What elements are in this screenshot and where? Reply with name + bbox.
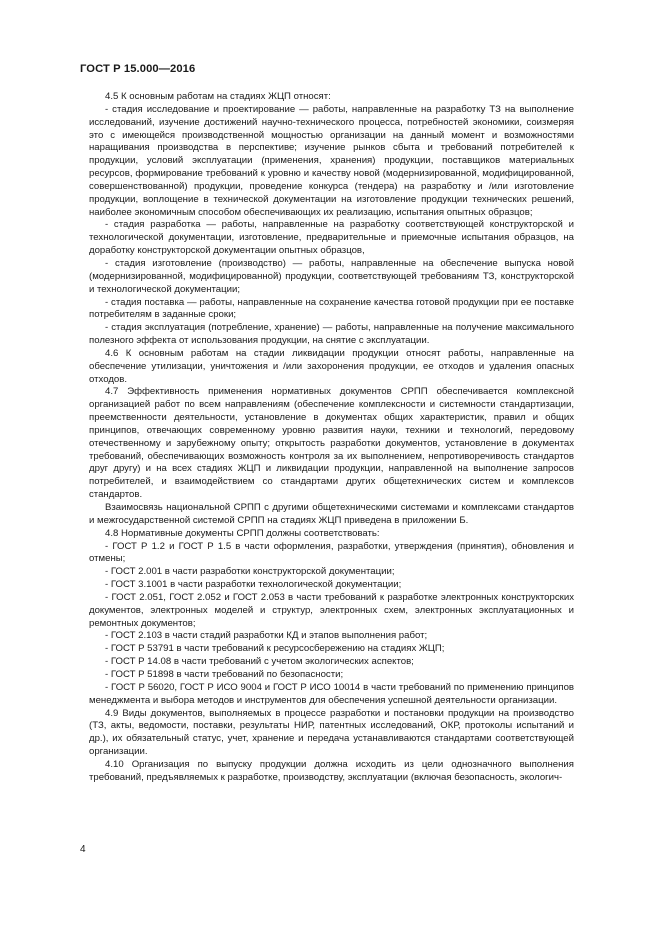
paragraph-4-8: 4.8 Нормативные документы СРПП должны соответствовать: <box>105 527 380 539</box>
list-item-gost-3-1001: - ГОСТ 3.1001 в части разработки технологической документации; <box>105 579 402 591</box>
page-number: 4 <box>80 844 86 855</box>
list-item-gost-14-08: - ГОСТ Р 14.08 в части требований с учетом экологических аспектов; <box>105 656 414 668</box>
list-item-gost-53791: - ГОСТ Р 53791 в части требований к ресурсосбережению на стадиях ЖЦП; <box>105 643 445 655</box>
list-item-gost-51898: - ГОСТ Р 51898 в части требований по безопасности; <box>105 668 344 680</box>
list-item-gost-1-2: - ГОСТ Р 1.2 и ГОСТ Р 1.5 в части оформления, разработки, утверждения (принятия), обновления и отмены; <box>89 540 574 565</box>
list-item-operation-stage: - стадия эксплуатация (потребление, хранение) — работы, направленные на получение максимального полезного эффекта от использования продукции, на снятие с эксплуатации. <box>89 322 574 347</box>
list-item-gost-2-103: - ГОСТ 2.103 в части стадий разработки КД и этапов выполнения работ; <box>105 630 428 642</box>
list-item-gost-2-001: - ГОСТ 2.001 в части разработки конструкторской документации; <box>105 566 395 578</box>
document-body <box>89 91 574 785</box>
list-item-production-stage: - стадия изготовление (производство) — работы, направленные на обеспечение выпуска новой (модернизированной, модифицированной) продукции, соответствующей требованиям ТЗ, конструкторской и технологической документации; <box>89 257 574 295</box>
document-header: ГОСТ Р 15.000—2016 <box>80 63 196 75</box>
list-item-delivery-stage: - стадия поставка — работы, направленные на сохранение качества готовой продукции при ее поставке потребителям в заданные сроки; <box>89 296 574 321</box>
list-item-gost-56020: - ГОСТ Р 56020, ГОСТ Р ИСО 9004 и ГОСТ Р ИСО 10014 в части требований по применению принципов менеджмента и выбора методов и инструментов для обеспечения успешной деятельности организации. <box>89 681 574 706</box>
paragraph-4-5: 4.5 К основным работам на стадиях ЖЦП относят: <box>105 91 331 102</box>
list-item-research-stage: - стадия исследование и проектирование — работы, направленные на разработку ТЗ на выполнение исследований, изучение достижений научно-технического процесса, потребностей экономики, соизмеряя это с имеющейся производственной мощностью организации на данный момент и возможностями наращивания производства в перспективе; изучение рынков сбыта и требований потребителей к продукции, условий эксплуатации (применения, хранения) продукции, поставщиков материальных ресурсов, формирование требований к уровню и качеству новой (модернизированной, модифицированной, совершенствованной) продукции, проведение конкурса (тендера) на разработку и /или изготовление продукции, воплощение в технической документации на изготовление продукции технических решений, наиболее экономичным способом обеспечивающих их реализацию, испытания опытных образцов; <box>89 103 574 218</box>
paragraph-4-10: 4.10 Организация по выпуску продукции должна исходить из цели однозначного выполнения требований, предъявляемых к разработке, производству, эксплуатации (включая безопасность, экологич- <box>89 758 574 783</box>
paragraph-4-9: 4.9 Виды документов, выполняемых в процессе разработки и постановки продукции на производство (ТЗ, акты, ведомости, поставки, результаты НИР, патентных исследований, ОКР, протоколы испытаний и др.), их обязательный статус, учет, хранение и передача устанавливаются стандартами соответствующей организации. <box>89 707 574 758</box>
paragraph-interrelation: Взаимосвязь национальной СРПП с другими общетехническими системами и комплексами стандартов и межгосударственной системой СРПП на стадиях ЖЦП приведена в приложении Б. <box>89 502 574 526</box>
paragraph-4-7: 4.7 Эффективность применения нормативных документов СРПП обеспечивается комплексной организацией работ по всем направлениям (обеспечение комплексности и системности стандартизации, преемственности деятельности, установление в документах общих характеристик, правил и общих принципов, отвечающих современному уровню развития науки, техники и технологий, передовому отечественному и зарубежному опыту; открытость разработки документов, установление в документах требований, обеспечивающих возможность контроля за их выполнением, непротиворечивость стандартов друг другу) и на всех стадиях ЖЦП и ликвидации продукции, направленной на выполнение запросов потребителей, и взаимодействием со стандартами других общетехнических систем и комплексов стандартов. <box>89 386 574 501</box>
list-item-development-stage: - стадия разработка — работы, направленные на разработку соответствующей конструкторской и технологической документации, изготовление, предварительные и приемочные испытания образцов, на доработку конструкторской документации опытных образцов, <box>89 219 574 257</box>
paragraph-4-6: 4.6 К основным работам на стадии ликвидации продукции относят работы, направленные на обеспечение утилизации, уничтожения и /или захоронения продукции, ее отходов и удаления опасных отходов. <box>89 347 574 385</box>
list-item-gost-2-051: - ГОСТ 2.051, ГОСТ 2.052 и ГОСТ 2.053 в части требований к разработке электронных конструкторских документов, электронных моделей и структур, электронных схем, электронных эксплуатационных и ремонтных документов; <box>89 591 574 629</box>
